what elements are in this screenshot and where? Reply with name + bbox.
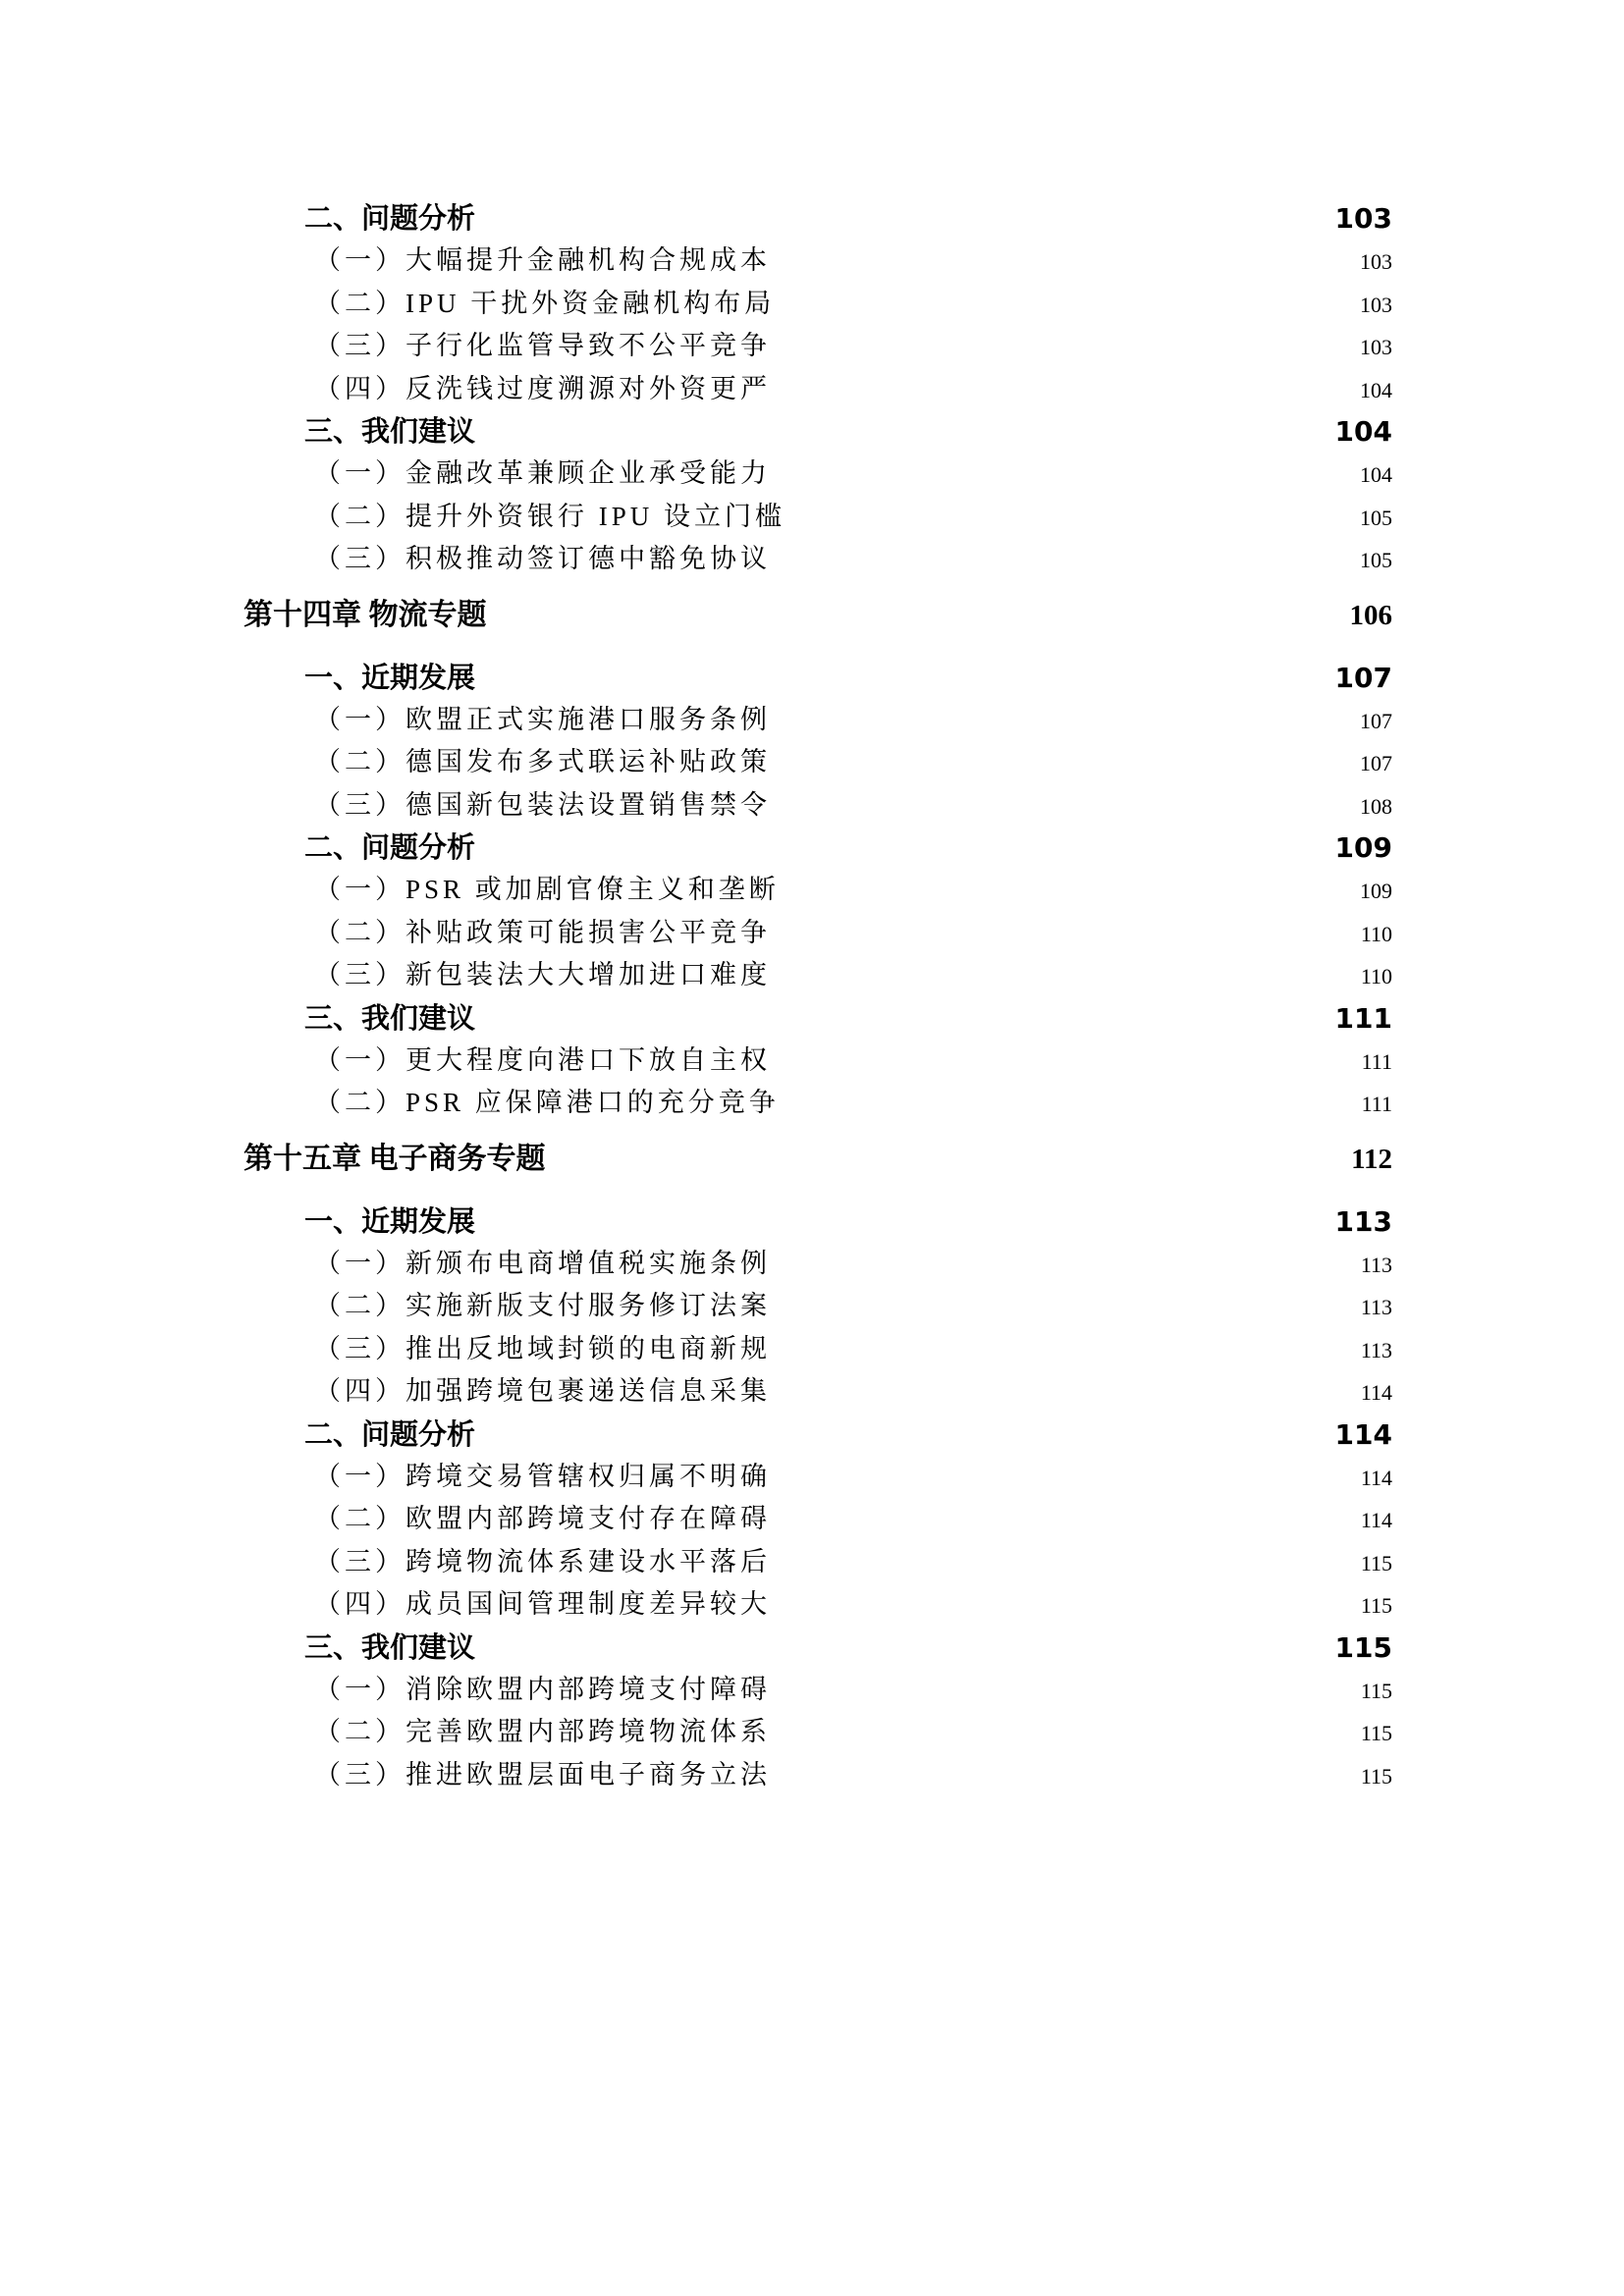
toc-entry-title: （二）补贴政策可能损害公平竞争 (314, 917, 771, 947)
toc-page-number: 114 (1360, 1508, 1392, 1532)
toc-entry-title: （二）实施新版支付服务修订法案 (314, 1291, 771, 1320)
toc-entry-title: 第十五章 电子商务专题 (244, 1142, 546, 1175)
toc-entry-title: （一）更大程度向港口下放自主权 (314, 1044, 771, 1075)
toc-entry-title: （二）欧盟内部跨境支付存在障碍 (314, 1504, 771, 1533)
toc-entry-title: （一）欧盟正式实施港口服务条例 (314, 704, 771, 734)
toc-subsection-entry[interactable] (244, 1081, 1392, 1124)
toc-chapter-entry[interactable] (244, 1134, 1392, 1191)
toc-entry-title: （三）跨境物流体系建设水平落后 (314, 1546, 771, 1576)
toc-subsection-entry[interactable] (244, 495, 1392, 538)
toc-page-number: 115 (1334, 1630, 1392, 1664)
toc-page-number: 111 (1334, 1001, 1392, 1035)
toc-section-entry[interactable] (244, 826, 1392, 868)
toc-page-number: 114 (1334, 1417, 1392, 1451)
toc-page-number: 109 (1334, 831, 1392, 864)
toc-subsection-entry[interactable] (244, 1582, 1392, 1626)
toc-entry-title: 一、近期发展 (304, 660, 476, 694)
toc-page-number: 107 (1360, 708, 1392, 733)
toc-subsection-entry[interactable] (244, 452, 1392, 495)
toc-subsection-entry[interactable] (244, 1242, 1392, 1285)
toc-entry-title: （三）德国新包装法设置销售禁令 (314, 789, 771, 820)
toc-page-number: 114 (1360, 1465, 1392, 1490)
toc-subsection-entry[interactable] (244, 1668, 1392, 1711)
toc-entry-title: （三）推进欧盟层面电子商务立法 (314, 1759, 771, 1789)
toc-entry-title: （三）新包装法大大增加进口难度 (314, 960, 771, 989)
toc-page-number: 104 (1360, 377, 1392, 402)
toc-entry-title: （一）金融改革兼顾企业承受能力 (314, 458, 771, 488)
toc-entry-title: 一、近期发展 (304, 1203, 476, 1238)
toc-entry-title: （一）跨境交易管辖权归属不明确 (314, 1461, 771, 1491)
toc-page-number: 115 (1360, 1763, 1392, 1789)
toc-section-entry[interactable] (244, 1626, 1392, 1668)
toc-subsection-entry[interactable] (244, 282, 1392, 325)
toc-page-number: 112 (1351, 1143, 1392, 1175)
toc-entry-title: 第十四章 物流专题 (244, 598, 487, 631)
toc-section-entry[interactable] (244, 196, 1392, 239)
toc-entry-title: 二、问题分析 (304, 201, 476, 235)
toc-section-entry[interactable] (244, 1413, 1392, 1455)
toc-page-number: 103 (1360, 335, 1392, 359)
toc-section-entry[interactable] (244, 996, 1392, 1039)
toc-page-number: 114 (1360, 1380, 1392, 1405)
toc-entry-title: （三）推出反地域封锁的电商新规 (314, 1333, 771, 1363)
toc-entry-title: 二、问题分析 (304, 830, 476, 864)
toc-subsection-entry[interactable] (244, 1369, 1392, 1413)
toc-page-number: 105 (1360, 505, 1392, 530)
toc-entry-title: 二、问题分析 (304, 1416, 476, 1451)
toc-subsection-entry[interactable] (244, 698, 1392, 741)
toc-page-number: 110 (1360, 921, 1392, 946)
toc-page-number: 115 (1360, 1678, 1392, 1703)
toc-subsection-entry[interactable] (244, 367, 1392, 410)
toc-page-number: 106 (1349, 599, 1392, 631)
toc-entry-title: （一）消除欧盟内部跨境支付障碍 (314, 1674, 771, 1704)
toc-entry-title: （三）子行化监管导致不公平竞争 (314, 331, 771, 360)
toc-subsection-entry[interactable] (244, 1710, 1392, 1753)
toc-section-entry[interactable] (244, 409, 1392, 452)
toc-entry-title: （二）PSR 应保障港口的充分竞争 (314, 1088, 780, 1117)
toc-entry-title: （四）成员国间管理制度差异较大 (314, 1589, 771, 1619)
toc-entry-title: 三、我们建议 (304, 414, 476, 448)
table-of-contents (244, 196, 1392, 1795)
toc-page-number: 111 (1361, 1092, 1392, 1116)
toc-page-number: 103 (1360, 292, 1392, 317)
toc-page-number: 105 (1360, 548, 1392, 572)
toc-page-number: 113 (1334, 1204, 1392, 1238)
toc-page-number: 103 (1360, 249, 1392, 274)
toc-page-number: 115 (1360, 1721, 1392, 1745)
toc-page-number: 103 (1334, 202, 1392, 235)
toc-entry-title: （二）德国发布多式联运补贴政策 (314, 747, 771, 776)
toc-page-number: 111 (1361, 1048, 1392, 1074)
toc-page-number: 113 (1360, 1337, 1392, 1362)
toc-entry-title: （一）大幅提升金融机构合规成本 (314, 245, 771, 275)
toc-subsection-entry[interactable] (244, 1284, 1392, 1327)
toc-subsection-entry[interactable] (244, 783, 1392, 827)
toc-page-number: 107 (1334, 661, 1392, 694)
toc-page-number: 104 (1360, 462, 1392, 487)
toc-page-number: 115 (1360, 1550, 1392, 1575)
toc-subsection-entry[interactable] (244, 324, 1392, 367)
toc-entry-title: 三、我们建议 (304, 1629, 476, 1664)
toc-entry-title: 三、我们建议 (304, 1000, 476, 1035)
toc-page-number: 113 (1360, 1295, 1392, 1319)
toc-entry-title: （一）新颁布电商增值税实施条例 (314, 1248, 771, 1278)
toc-page-number: 110 (1360, 964, 1392, 988)
toc-subsection-entry[interactable] (244, 1540, 1392, 1583)
toc-subsection-entry[interactable] (244, 1455, 1392, 1498)
toc-entry-title: （四）反洗钱过度溯源对外资更严 (314, 373, 771, 403)
toc-page-number: 115 (1360, 1593, 1392, 1618)
toc-page-number: 108 (1360, 793, 1392, 819)
toc-subsection-entry[interactable] (244, 1753, 1392, 1796)
toc-section-entry[interactable] (244, 656, 1392, 698)
toc-subsection-entry[interactable] (244, 1327, 1392, 1370)
toc-entry-title: （二）IPU 干扰外资金融机构布局 (314, 288, 776, 318)
toc-entry-title: （三）积极推动签订德中豁免协议 (314, 544, 771, 573)
toc-subsection-entry[interactable] (244, 953, 1392, 996)
toc-entry-title: （二）完善欧盟内部跨境物流体系 (314, 1717, 771, 1746)
toc-subsection-entry[interactable] (244, 537, 1392, 580)
toc-subsection-entry[interactable] (244, 868, 1392, 911)
toc-page-number: 113 (1360, 1252, 1392, 1277)
toc-subsection-entry[interactable] (244, 1497, 1392, 1540)
toc-subsection-entry[interactable] (244, 1039, 1392, 1082)
toc-entry-title: （一）PSR 或加剧官僚主义和垄断 (314, 875, 780, 904)
toc-subsection-entry[interactable] (244, 911, 1392, 954)
toc-section-entry[interactable] (244, 1200, 1392, 1242)
toc-chapter-entry[interactable] (244, 590, 1392, 647)
toc-page-number: 104 (1334, 415, 1392, 448)
toc-page-number: 107 (1360, 751, 1392, 775)
toc-page-number: 109 (1360, 879, 1392, 903)
toc-entry-title: （二）提升外资银行 IPU 设立门槛 (314, 501, 786, 531)
toc-entry-title: （四）加强跨境包裹递送信息采集 (314, 1376, 771, 1406)
toc-subsection-entry[interactable] (244, 239, 1392, 282)
toc-subsection-entry[interactable] (244, 740, 1392, 783)
